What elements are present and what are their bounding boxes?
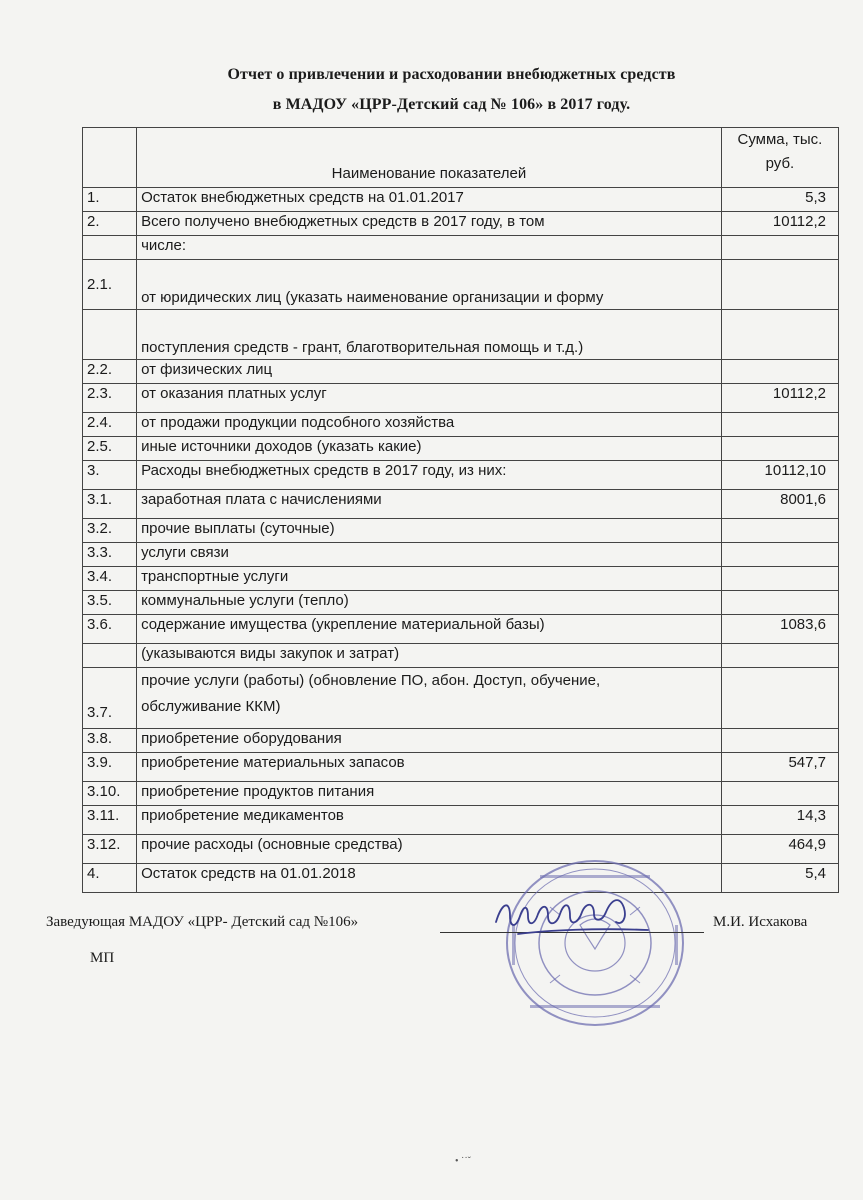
row-num: 3. (83, 461, 137, 490)
row-num: 3.5. (83, 591, 137, 615)
signatory-name: М.И. Исхакова (713, 914, 808, 930)
header-num-cell (83, 128, 137, 188)
row-name: от продажи продукции подсобного хозяйства (137, 413, 722, 437)
row-value (721, 310, 838, 360)
row-num: 3.12. (83, 835, 137, 864)
row-num: 2.4. (83, 413, 137, 437)
row-num: 3.7. (83, 668, 137, 729)
table-row (83, 644, 839, 668)
row-name: Остаток средств на 01.01.2018 (137, 864, 722, 893)
row-value: 8001,6 (721, 490, 838, 519)
report-table (82, 127, 839, 893)
row-name: Всего получено внебюджетных средств в 2017 году, в том (137, 212, 722, 236)
row-name: от оказания платных услуг (137, 384, 722, 413)
row-value (721, 782, 838, 806)
row-value (721, 360, 838, 384)
row-name: иные источники доходов (указать какие) (137, 437, 722, 461)
row-value (721, 519, 838, 543)
row-value (721, 668, 838, 729)
row-value: 10112,10 (721, 461, 838, 490)
header-value-line2: руб. (765, 155, 795, 172)
row-value (721, 567, 838, 591)
row-value (721, 236, 838, 260)
table-row (83, 543, 839, 567)
header-value-cell (721, 128, 838, 188)
table-row (83, 461, 839, 490)
table-row (83, 668, 839, 729)
row-value (721, 644, 838, 668)
table-row (83, 753, 839, 782)
row-value: 14,3 (721, 806, 838, 835)
row-num: 4. (83, 864, 137, 893)
table-row (83, 212, 839, 236)
row-value: 547,7 (721, 753, 838, 782)
row-num: 3.2. (83, 519, 137, 543)
table-row (83, 236, 839, 260)
row-num: 3.1. (83, 490, 137, 519)
row-value: 1083,6 (721, 615, 838, 644)
row-num: 2.1. (83, 260, 137, 310)
row-value (721, 729, 838, 753)
row-num: 3.11. (83, 806, 137, 835)
row-value: 464,9 (721, 835, 838, 864)
row-value (721, 543, 838, 567)
row-num: 2. (83, 212, 137, 236)
table-row (83, 260, 839, 310)
table-row (83, 567, 839, 591)
row-name: от юридических лиц (указать наименование организации и форму (137, 260, 722, 310)
report-title-line2: в МАДОУ «ЦРР-Детский сад № 106» в 2017 году. (272, 96, 631, 113)
row-num: 2.5. (83, 437, 137, 461)
table-row (83, 835, 839, 864)
table-row (83, 188, 839, 212)
row-name: от физических лиц (137, 360, 722, 384)
row-num: 3.10. (83, 782, 137, 806)
table-row (83, 864, 839, 893)
row-name-line1: прочие услуги (работы) (обновление ПО, абон. Доступ, обучение, (141, 672, 601, 689)
table-row (83, 490, 839, 519)
row-num: 1. (83, 188, 137, 212)
table-row (83, 413, 839, 437)
row-name: заработная плата с начислениями (137, 490, 722, 519)
table-row (83, 591, 839, 615)
handwritten-signature (488, 882, 688, 952)
signatory-position: Заведующая МАДОУ «ЦРР- Детский сад №106» (46, 914, 359, 930)
table-row (83, 519, 839, 543)
table-row (83, 360, 839, 384)
row-num (83, 236, 137, 260)
row-num: 3.8. (83, 729, 137, 753)
row-num: 3.3. (83, 543, 137, 567)
row-name: поступления средств - грант, благотворительная помощь и т.д.) (137, 310, 722, 360)
row-value: 10112,2 (721, 212, 838, 236)
table-row (83, 310, 839, 360)
table-header-row (83, 128, 839, 188)
table-row (83, 615, 839, 644)
row-value: 5,3 (721, 188, 838, 212)
table-row (83, 782, 839, 806)
row-value: 5,4 (721, 864, 838, 893)
row-name: услуги связи (137, 543, 722, 567)
row-num: 3.4. (83, 567, 137, 591)
row-num: 3.9. (83, 753, 137, 782)
table-row (83, 437, 839, 461)
row-num: 2.2. (83, 360, 137, 384)
row-name: приобретение материальных запасов (137, 753, 722, 782)
report-title-line1: Отчет о привлечении и расходовании внебюджетных средств (227, 66, 676, 83)
header-name-cell: Наименование показателей (137, 128, 722, 188)
row-num (83, 310, 137, 360)
seal-mark-label: МП (90, 950, 115, 966)
row-name (137, 668, 722, 729)
row-name: (указываются виды закупок и затрат) (137, 644, 722, 668)
row-value (721, 437, 838, 461)
row-name: числе: (137, 236, 722, 260)
row-name: коммунальные услуги (тепло) (137, 591, 722, 615)
row-name: приобретение медикаментов (137, 806, 722, 835)
row-value: 10112,2 (721, 384, 838, 413)
table-row (83, 729, 839, 753)
scan-artifact-mark: • ˙˙ˇ (455, 1156, 471, 1167)
table-row (83, 806, 839, 835)
row-num: 3.6. (83, 615, 137, 644)
row-value (721, 260, 838, 310)
row-name: Расходы внебюджетных средств в 2017 году, из них: (137, 461, 722, 490)
row-name: содержание имущества (укрепление материальной базы) (137, 615, 722, 644)
row-value (721, 591, 838, 615)
row-name: транспортные услуги (137, 567, 722, 591)
row-name-line2: обслуживание ККМ) (141, 698, 281, 715)
row-name: Остаток внебюджетных средств на 01.01.2017 (137, 188, 722, 212)
row-name: прочие расходы (основные средства) (137, 835, 722, 864)
table-row (83, 384, 839, 413)
header-value-line1: Сумма, тыс. (737, 131, 823, 148)
row-num: 2.3. (83, 384, 137, 413)
row-name: приобретение оборудования (137, 729, 722, 753)
row-num (83, 644, 137, 668)
row-value (721, 413, 838, 437)
row-name: прочие выплаты (суточные) (137, 519, 722, 543)
row-name: приобретение продуктов питания (137, 782, 722, 806)
